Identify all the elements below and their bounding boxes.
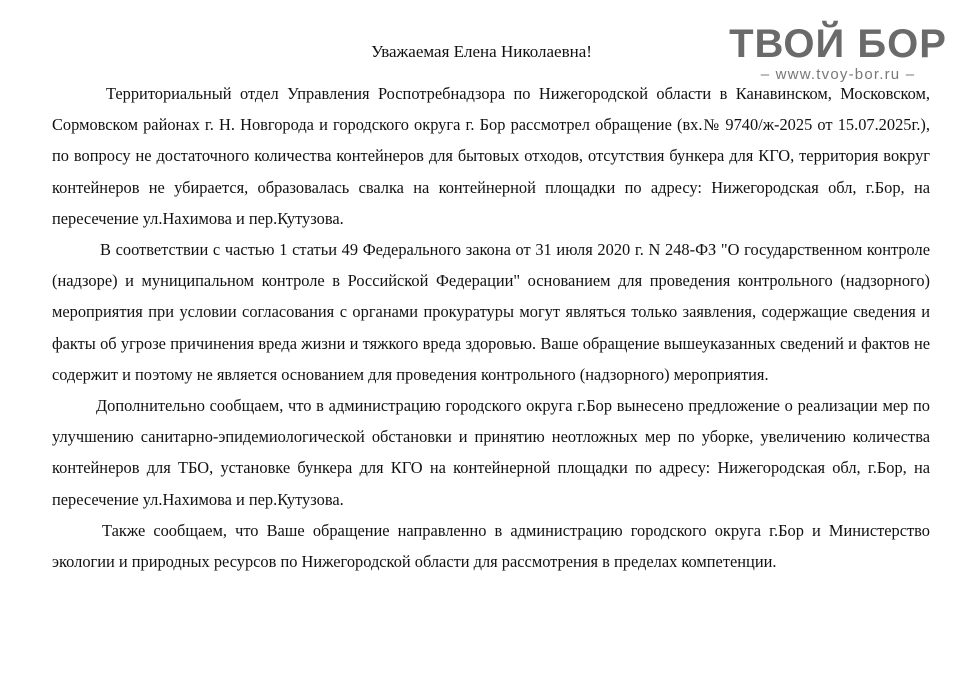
letter-paragraph-4: Также сообщаем, что Ваше обращение направленно в администрацию городского округа г.Бор и Министерство экологии и природных ресурсов по Нижегородской области для рассмотрения в пределах компетенции. <box>52 520 930 572</box>
letter-body <box>52 78 930 577</box>
letter-paragraph-3: Дополнительно сообщаем, что в администрацию городского округа г.Бор вынесено предложение о реализации мер по улучшению санитарно-эпидемиологической обстановки и принятию неотложных мер по уборке, увеличению количества контейнеров для ТБО, установке бункера для КГО на контейнерной площадки по адресу: Нижегородская обл, г.Бор, на пересечение ул.Нахимова и пер.Кутузова. <box>52 396 930 509</box>
watermark-title: ТВОЙ БОР <box>729 22 947 66</box>
letter-salutation: Уважаемая Елена Николаевна! <box>371 42 592 61</box>
letter-paragraph-1: Территориальный отдел Управления Роспотребнадзора по Нижегородской области в Канавинском, Московском, Сормовском районах г. Н. Новгорода и городского округа г. Бор рассмотрел обращение (вх.№ 9740/ж-2025 от 15.07.2025г.), по вопросу не достаточного количества контейнеров для бытовых отходов, отсутствия бункера для КГО, территория вокруг контейнеров не убирается, образовалась свалка на контейнерной площадки по адресу: Нижегородская обл, г.Бор, на пересечение ул.Нахимова и пер.Кутузова. <box>52 84 930 228</box>
watermark-url: – www.tvoy-bor.ru – <box>760 66 916 83</box>
letter-paragraph-2: В соответствии с частью 1 статьи 49 Федерального закона от 31 июля 2020 г. N 248-ФЗ "О государственном контроле (надзоре) и муниципальном контроле в Российской Федерации" основанием для проведения контрольного (надзорного) мероприятия при условии согласования с органами прокуратуры могут являться только заявления, содержащие сведения и факты об угрозе причинения вреда жизни и тяжкого вреда здоровью. Ваше обращение вышеуказанных сведений и фактов не содержит и поэтому не является основанием для проведения контрольного (надзорного) мероприятия. <box>52 240 930 384</box>
